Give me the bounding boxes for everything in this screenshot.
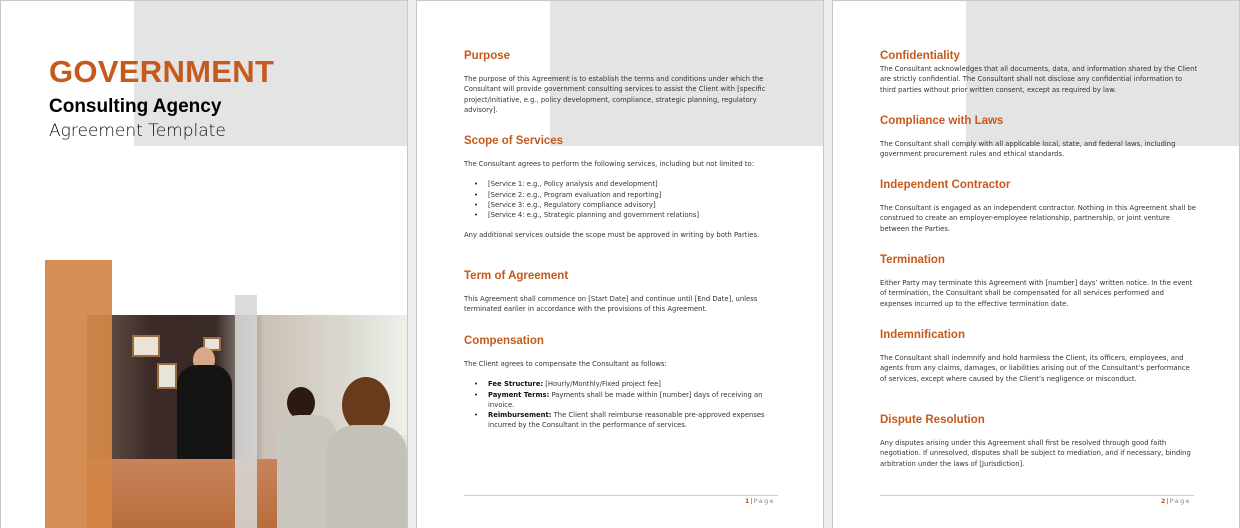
page-label: Page <box>1169 497 1191 505</box>
section-heading-indemnification: Indemnification <box>880 329 965 341</box>
section-heading-confidentiality: Confidentiality <box>880 50 960 62</box>
cover-subtitle-secondary: Agreement Template <box>49 121 226 141</box>
scope-intro: The Consultant agrees to perform the following services, including but not limited to: <box>464 160 755 168</box>
compensation-list <box>474 379 774 430</box>
attendee <box>327 425 407 528</box>
scope-outro: Any additional services outside the scope must be approved in writing by both Parties. <box>464 231 760 240</box>
section-heading-compliance: Compliance with Laws <box>880 115 1004 127</box>
list-item <box>474 410 774 431</box>
section-heading-term: Term of Agreement <box>464 270 569 282</box>
section-heading-termination: Termination <box>880 254 945 266</box>
section-body-termination: Either Party may terminate this Agreement with [number] days’ written notice. In the event of termination, the Consultant shall be compensated for all services performed and expenses incurred up to the effective termination date. <box>880 279 1193 308</box>
list-item-text: [Hourly/Monthly/Fixed project fee] <box>543 380 661 389</box>
section-heading-independent-contractor: Independent Contractor <box>880 179 1011 191</box>
document-page-1 <box>416 0 824 528</box>
wall-frame <box>132 335 160 357</box>
page-number: 2 <box>1160 497 1166 505</box>
list-item-text: The Client shall reimburse reasonable pre-approved expenses incurred by the Consultant in the performance of services. <box>488 411 765 430</box>
document-page-2 <box>832 0 1240 528</box>
section-body-compliance: The Consultant shall comply with all applicable local, state, and federal laws, including government procurement rules and ethical standards. <box>880 140 1176 159</box>
list-item <box>474 390 774 411</box>
cover-subtitle: Consulting Agency <box>49 96 222 117</box>
footer-separator: | <box>750 497 753 505</box>
section-heading-purpose: Purpose <box>464 50 511 62</box>
list-item: • [Service 1: e.g., Policy analysis and development] <box>474 179 782 189</box>
cover-page <box>0 0 408 528</box>
cover-title: GOVERNMENT <box>49 54 275 89</box>
list-item: • [Service 2: e.g., Program evaluation and reporting] <box>474 190 782 200</box>
page-label: Page <box>753 497 775 505</box>
wall-frame <box>157 363 177 389</box>
list-item: • [Service 3: e.g., Regulatory compliance advisory] <box>474 200 782 210</box>
decorative-orange-bar <box>45 260 112 528</box>
section-heading-scope: Scope of Services <box>464 135 564 147</box>
section-body-independent-contractor: The Consultant is engaged as an independent contractor. Nothing in this Agreement shall be construed to create an employer-employee relationship, partnership, or joint venture between the Parties. <box>880 204 1196 233</box>
list-item-label: Fee Structure: <box>488 380 544 389</box>
list-item-label: Payment Terms: <box>488 390 550 399</box>
list-item <box>474 379 774 389</box>
list-item-label: Reimbursement: <box>488 411 552 420</box>
section-body-dispute-resolution: Any disputes arising under this Agreement shall first be resolved through good faith negotiation. If unresolved, disputes shall be subject to mediation, and if necessary, binding arbitration under the laws of [Jurisdiction]. <box>880 439 1191 468</box>
page-footer <box>464 497 775 505</box>
page-footer <box>880 497 1191 505</box>
section-body-confidentiality: The Consultant acknowledges that all documents, data, and information shared by the Client are strictly confidential. The Consultant shall not disclose any confidential information to third parties without prior written consent, except as required by law. <box>880 65 1198 94</box>
section-heading-dispute-resolution: Dispute Resolution <box>880 414 985 426</box>
footer-divider <box>464 495 778 496</box>
footer-divider <box>880 495 1194 496</box>
section-body-compensation <box>464 359 782 431</box>
page-number: 1 <box>744 497 750 505</box>
compensation-intro: The Client agrees to compensate the Consultant as follows: <box>464 360 667 368</box>
decorative-gray-bar <box>235 295 257 528</box>
section-heading-compensation: Compensation <box>464 335 544 347</box>
section-body-term: This Agreement shall commence on [Start Date] and continue until [End Date], unless terminated earlier in accordance with the provisions of this Agreement. <box>464 295 758 314</box>
section-body-scope <box>464 159 782 241</box>
scope-list <box>474 179 782 220</box>
footer-separator: | <box>1166 497 1169 505</box>
list-item: • [Service 4: e.g., Strategic planning and government relations] <box>474 210 782 220</box>
section-body-purpose: The purpose of this Agreement is to establish the terms and conditions under which the Consultant will provide government consulting services to assist the Client with [specific project/initiative, e.g., policy development, compliance, strategic planning, regulatory advisory]. <box>464 75 766 114</box>
section-body-indemnification: The Consultant shall indemnify and hold harmless the Client, its officers, employees, and agents from any claims, damages, or liabilities arising out of the Consultant’s performance of services, except where caused by the Client’s negligence or misconduct. <box>880 354 1190 383</box>
list-item-text: Payments shall be made within [number] days of receiving an invoice. <box>488 390 763 409</box>
